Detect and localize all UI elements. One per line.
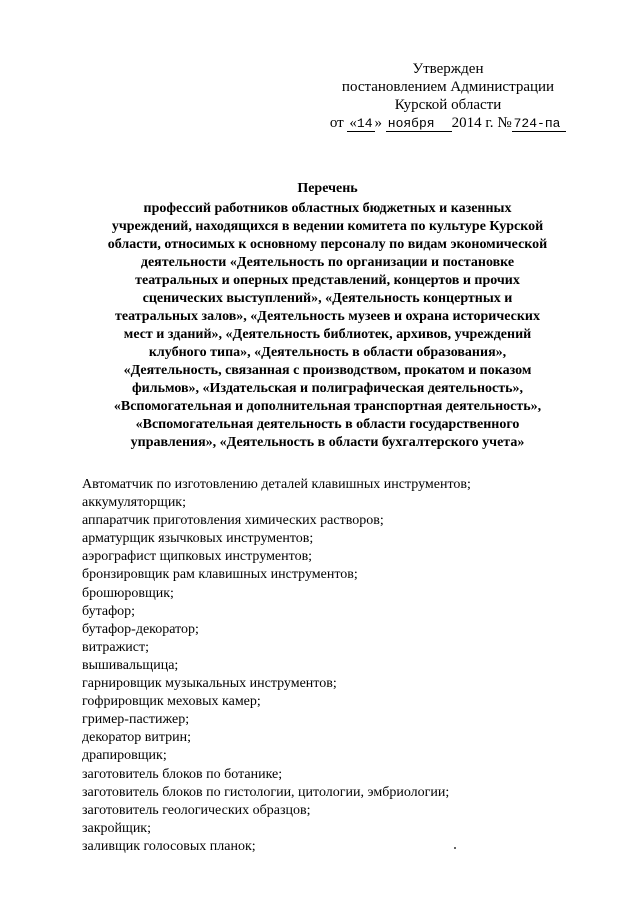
date-year: 2014 г. — [451, 115, 494, 131]
date-quote-close: » — [374, 115, 383, 131]
list-item: заготовитель блоков по ботанике; — [82, 766, 283, 782]
date-month: ноября — [387, 116, 435, 131]
approval-line-1: Утвержден — [412, 61, 484, 77]
list-item: заливщик голосовых планок; — [82, 838, 256, 854]
date-prefix: от — [329, 115, 344, 131]
list-item: закройщик; — [82, 820, 152, 836]
heading-line: «Вспомогательная и дополнительная транспортная деятельность», — [113, 399, 542, 414]
list-item: бутафор; — [82, 603, 136, 619]
heading-line: учреждений, находящихся в ведении комитета по культуре Курской — [111, 219, 544, 234]
approval-line-2: постановлением Администрации — [341, 79, 555, 95]
number-sign: № — [497, 115, 512, 131]
list-item: аккумуляторщик; — [82, 495, 187, 511]
list-item: заготовитель блоков по гистологии, цитологии, эмбриологии; — [82, 784, 450, 800]
heading-line: «Вспомогательная деятельность в области государственного — [135, 417, 520, 432]
list-item: витражист; — [82, 639, 149, 655]
approval-date-line — [318, 114, 578, 132]
list-item: гример-пастижер; — [82, 712, 190, 728]
date-quote-open: « — [349, 115, 357, 131]
decree-number: 724-па — [513, 116, 561, 131]
list-item: Автоматчик по изготовлению деталей клавишных инструментов; — [82, 477, 471, 492]
heading-line: клубного типа», «Деятельность в области образования», — [148, 345, 507, 360]
list-item: декоратор витрин; — [82, 730, 191, 746]
list-item: гофрировщик меховых камер; — [82, 694, 261, 710]
heading-line: сценических выступлений», «Деятельность концертных и — [142, 291, 513, 306]
heading-line: театральных залов», «Деятельность музеев и охрана исторических — [115, 309, 540, 324]
heading-line: театральных и оперных представлений, концертов и прочих — [135, 273, 520, 288]
heading-title: Перечень — [297, 181, 358, 196]
list-item: аэрографист щипковых инструментов; — [82, 549, 313, 565]
list-item: арматурщик язычковых инструментов; — [82, 531, 314, 547]
heading-line: деятельности «Деятельность по организации и постановке — [140, 255, 515, 270]
list-item: брошюровщик; — [82, 585, 174, 601]
date-day: 14 — [356, 116, 373, 131]
list-item: драпировщик; — [82, 748, 167, 764]
approval-line-3: Курской области — [394, 97, 502, 113]
list-item: вышивальщица; — [82, 657, 179, 673]
heading-line: фильмов», «Издательская и полиграфическая деятельность», — [131, 381, 523, 396]
heading-line: профессий работников областных бюджетных и казенных — [143, 201, 512, 216]
approval-block — [318, 60, 578, 132]
heading-line: «Деятельность, связанная с производством, прокатом и показом — [123, 363, 532, 378]
list-item: бронзировщик рам клавишных инструментов; — [82, 567, 358, 583]
list-item: заготовитель геологических образцов; — [82, 802, 311, 818]
list-item: аппаратчик приготовления химических растворов; — [82, 513, 384, 529]
heading-line: области, относимых к основному персоналу по видам экономической — [107, 237, 548, 252]
list-item: гарнировщик музыкальных инструментов; — [82, 676, 337, 692]
scan-speck — [454, 847, 456, 849]
document-heading — [90, 180, 565, 452]
date-month-field — [386, 116, 452, 132]
professions-list — [82, 476, 582, 856]
heading-line: управления», «Деятельность в области бухгалтерского учета» — [130, 435, 525, 450]
date-day-field — [347, 116, 374, 132]
decree-number-field — [512, 116, 567, 132]
heading-line: мест и зданий», «Деятельность библиотек, архивов, учреждений — [123, 327, 532, 342]
list-item: бутафор-декоратор; — [82, 621, 199, 637]
